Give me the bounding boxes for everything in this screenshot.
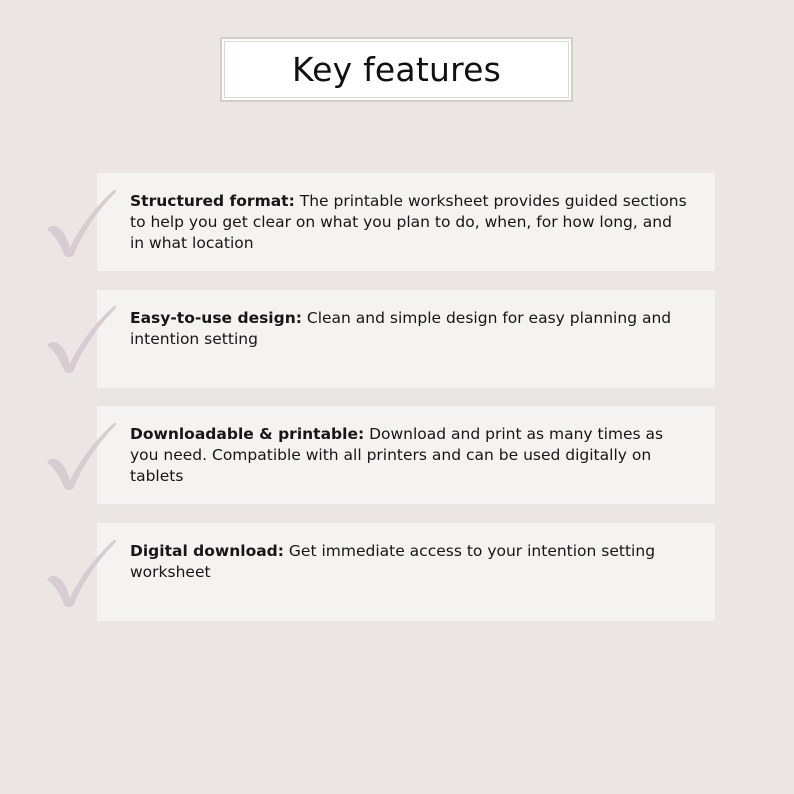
page-title: Key features xyxy=(291,50,502,89)
feature-text xyxy=(130,191,690,254)
feature-title: Downloadable & printable: xyxy=(130,425,365,443)
feature-card-digital-download xyxy=(97,523,715,621)
feature-text xyxy=(130,424,690,487)
feature-text xyxy=(130,308,690,350)
feature-card-easy-to-use-design xyxy=(97,290,715,388)
feature-title: Digital download: xyxy=(130,542,284,560)
feature-title: Easy-to-use design: xyxy=(130,309,302,327)
feature-text xyxy=(130,541,690,583)
feature-description: Get immediate access to your intention setting worksheet xyxy=(130,542,656,581)
feature-card-structured-format xyxy=(97,173,715,271)
checkmark-icon xyxy=(44,419,118,491)
feature-description: Clean and simple design for easy planning and intention setting xyxy=(130,309,672,348)
checkmark-icon xyxy=(44,302,118,374)
feature-card-downloadable-printable xyxy=(97,406,715,504)
checkmark-icon xyxy=(44,536,118,608)
feature-title: Structured format: xyxy=(130,192,295,210)
title-box xyxy=(220,37,573,102)
checkmark-icon xyxy=(44,186,118,258)
feature-description: The printable worksheet provides guided sections to help you get clear on what you plan to do, when, for how long, and in what location xyxy=(130,192,687,252)
feature-description: Download and print as many times as you need. Compatible with all printers and can be used digitally on tablets xyxy=(130,425,664,485)
